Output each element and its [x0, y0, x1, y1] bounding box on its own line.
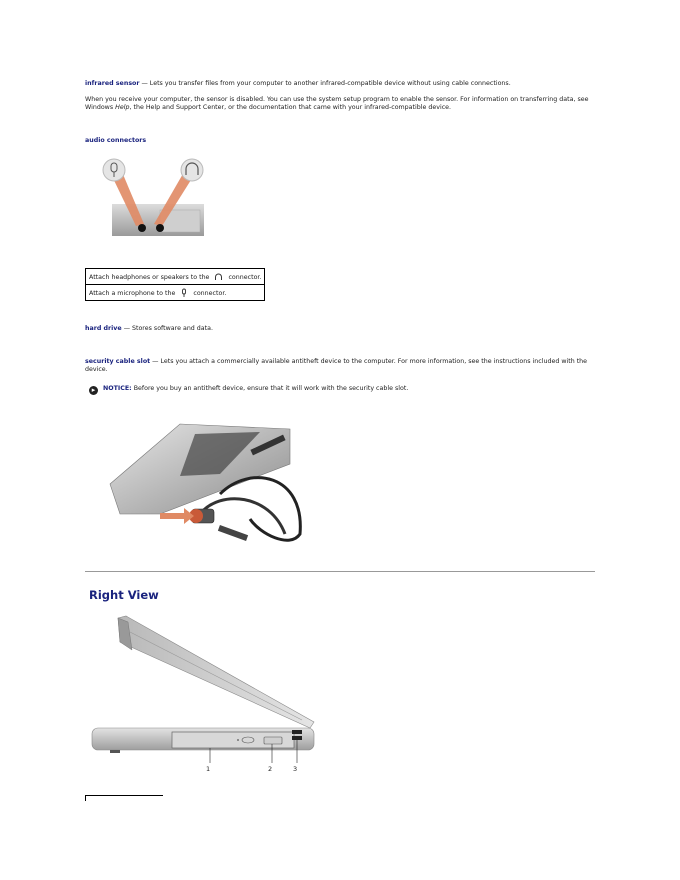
headphone-jack [156, 224, 164, 232]
audio-term: audio connectors [85, 137, 147, 144]
notice-icon: ▸ [89, 386, 98, 395]
security-paragraph [85, 358, 597, 374]
security-term: security cable slot [85, 358, 151, 365]
infrared-detail [85, 96, 595, 112]
infrared-term: infrared sensor [85, 80, 140, 87]
table-left-border [85, 795, 86, 801]
infrared-detail-text-end: , the Help and Support Center, or the documentation that came with your infrared-compatible device. [129, 104, 452, 111]
callout-1: 1 [206, 765, 211, 773]
audio-connector-table [85, 268, 265, 301]
notice-label: NOTICE: [103, 385, 132, 392]
table-cell [86, 285, 265, 301]
table-cell [86, 269, 265, 285]
table-row [86, 269, 265, 285]
microphone-icon [180, 288, 188, 298]
headphone-icon [214, 272, 223, 282]
infrared-desc: — Lets you transfer files from your computer to another infrared-compatible device without using cable connections. [139, 80, 511, 87]
microphone-jack [138, 224, 146, 232]
cell-text: Attach a microphone to the [89, 289, 176, 297]
section-divider [85, 571, 595, 572]
cell-text: connector. [228, 273, 262, 281]
security-desc: — Lets you attach a commercially available antitheft device to the computer. For more information, see the instructions included with the device. [85, 358, 588, 373]
lock-key [218, 525, 248, 541]
eject-button [264, 737, 282, 744]
infrared-paragraph [85, 80, 605, 88]
headphone-icon [181, 159, 203, 181]
usb-port [292, 736, 302, 740]
audio-connectors-illustration [100, 154, 206, 238]
usb-port [292, 730, 302, 734]
cell-text: connector. [193, 289, 227, 297]
hard-drive-term: hard drive [85, 325, 122, 332]
callout-2: 2 [268, 765, 273, 773]
security-cable-illustration [100, 404, 310, 550]
hard-drive-desc: — Stores software and data. [121, 325, 213, 332]
cell-text: Attach headphones or speakers to the [89, 273, 210, 281]
notice-body: Before you buy an antitheft device, ensure that it will work with the security cable slot. [131, 385, 409, 392]
callout-3: 3 [293, 765, 298, 773]
notice-text [103, 385, 583, 393]
right-view-illustration [90, 612, 320, 772]
hard-drive-paragraph [85, 325, 213, 333]
table-top-border [85, 795, 163, 796]
table-row [86, 285, 265, 301]
infrared-detail-text: When you receive your computer, the sensor is disabled. You can use the system setup program to enable the sensor. For information on transferring data, see Windows [85, 96, 589, 111]
right-view-heading: Right View [89, 588, 159, 602]
infrared-help-emphasis: Help [115, 104, 130, 111]
microphone-icon [103, 159, 125, 181]
